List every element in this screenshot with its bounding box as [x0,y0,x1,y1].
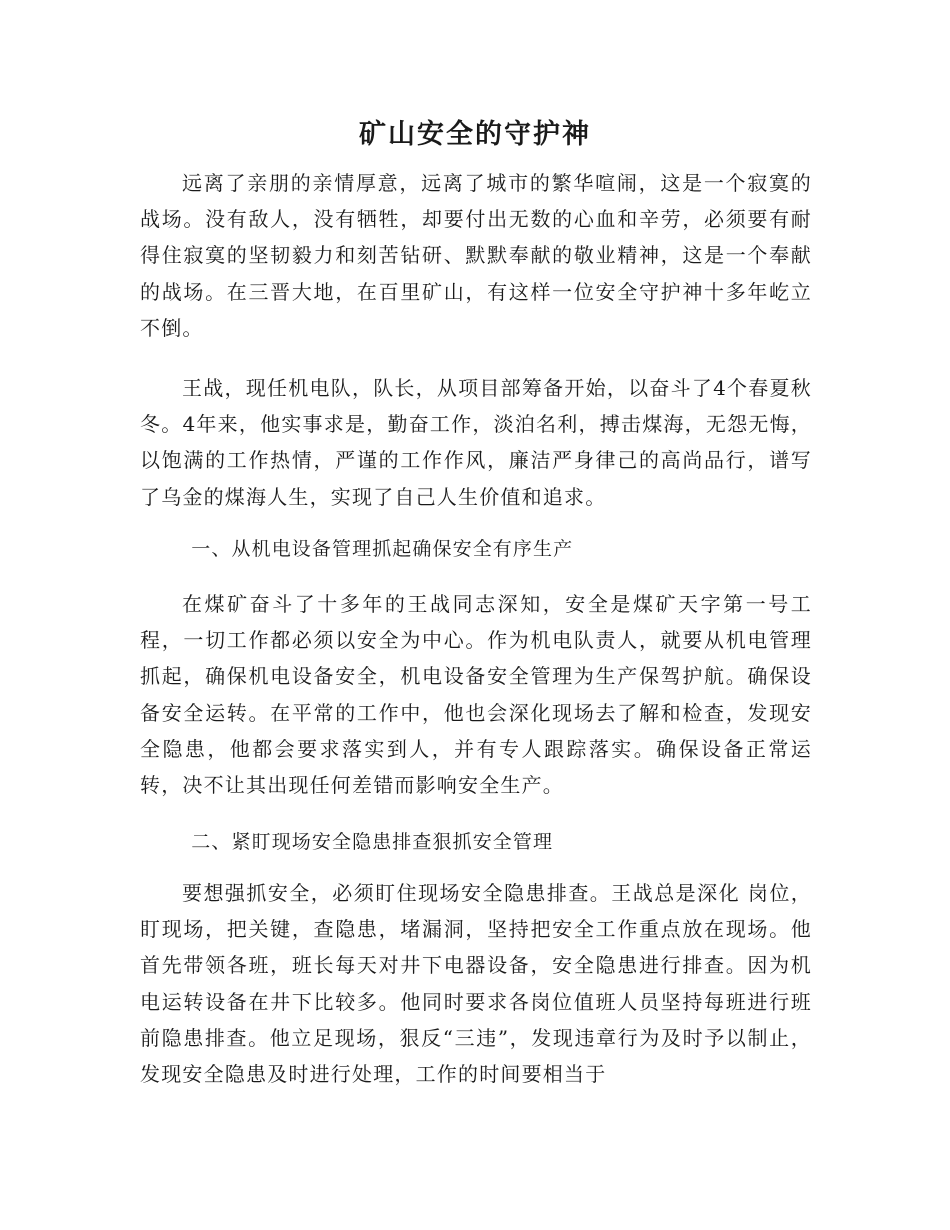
body-paragraph: 远离了亲朋的亲情厚意，远离了城市的繁华喧闹，这是一个寂寞的战场。没有敌人，没有牺牲，却要付出无数的心血和辛劳，必须要有耐得住寂寞的坚韧毅力和刻苦钻研、默默奉献的敬业精神，这是一个奉献的战场。在三晋大地，在百里矿山，有这样一位安全守护神十多年屹立不倒。 [140,171,812,340]
body-paragraph: 要想强抓安全，必须盯住现场安全隐患排查。王战总是深化 岗位，盯现场，把关键，查隐患，堵漏洞，坚持把安全工作重点放在现场。他首先带领各班，班长每天对井下电器设备，安全隐患进行排查。因为机电运转设备在井下比较多。他同时要求各岗位值班人员坚持每班进行班前隐患排查。他立足现场，狠反“三违”，发现违章行为及时予以制止，发现安全隐患及时进行处理，工作的时间要相当于 [140,881,812,1087]
section-heading: 二、紧盯现场安全隐患排查狠抓安全管理 [191,831,554,853]
body-paragraph: 王战，现任机电队，队长，从项目部筹备开始，以奋斗了4个春夏秋冬。4年来，他实事求是，勤奋工作，淡泊名利，搏击煤海，无怨无悔，以饱满的工作热情，严谨的工作作风，廉洁严身律己的高尚品行，谱写了乌金的煤海人生，实现了自己人生价值和追求。 [140,376,812,509]
section-heading: 一、从机电设备管理抓起确保安全有序生产 [191,538,574,560]
body-paragraph: 在煤矿奋斗了十多年的王战同志深知，安全是煤矿天字第一号工程，一切工作都必须以安全为中心。作为机电队责人，就要从机电管理抓起，确保机电设备安全，机电设备安全管理为生产保驾护航。确保设备安全运转。在平常的工作中，他也会深化现场去了解和检查，发现安全隐患，他都会要求落实到人，并有专人跟踪落实。确保设备正常运转，决不让其出现任何差错而影响安全生产。 [140,592,812,798]
document-title: 矿山安全的守护神 [359,119,591,150]
